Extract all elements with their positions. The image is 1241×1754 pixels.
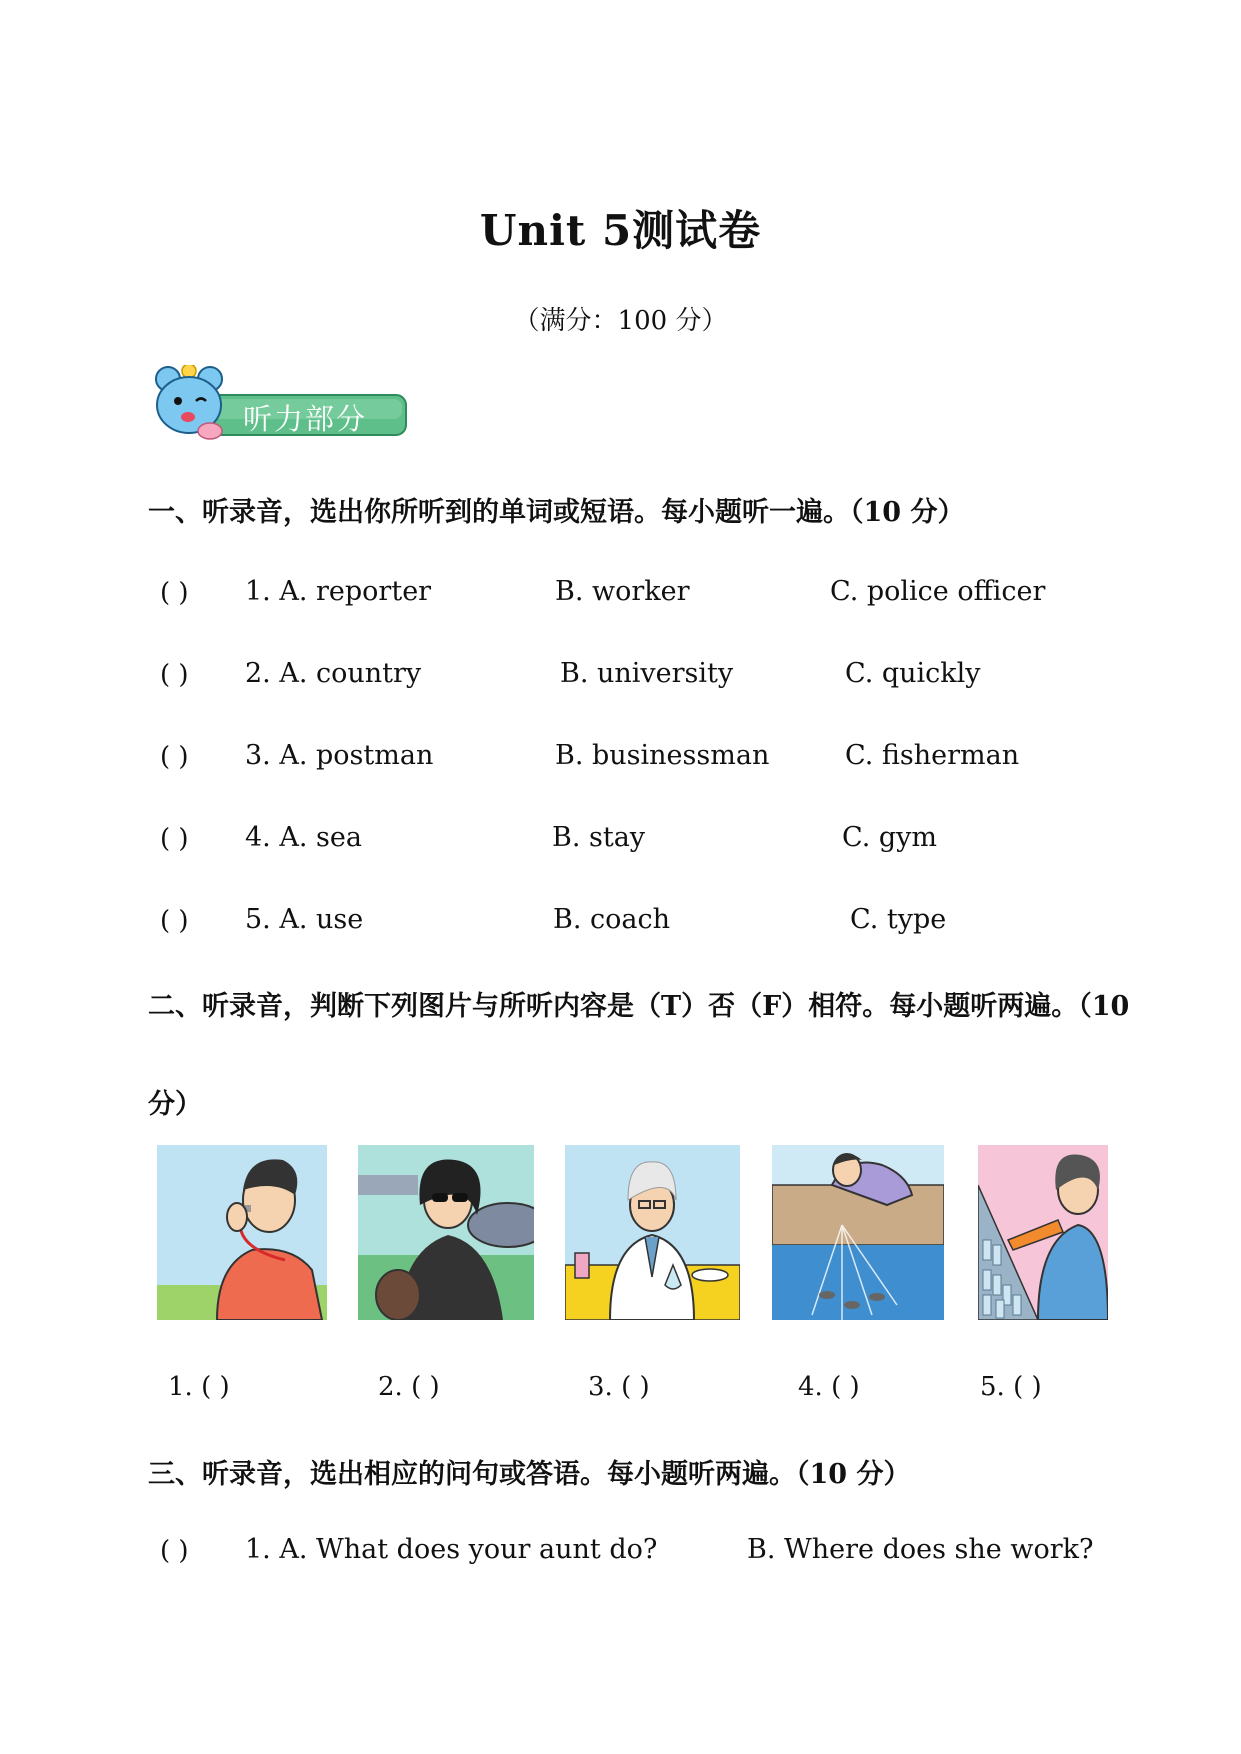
question-option-b: B. businessman (555, 740, 770, 771)
answer-blank[interactable]: ( ) (160, 824, 189, 854)
picture-answer-4[interactable]: 4. ( ) (798, 1372, 860, 1402)
question-option-a: 4. A. sea (245, 822, 362, 853)
question-option-a: 5. A. use (245, 904, 364, 935)
fisherman-picture (772, 1145, 944, 1320)
answer-blank[interactable]: ( ) (160, 906, 189, 936)
section-2-heading: 二、听录音，判断下列图片与所听内容是（T）否（F）相符。每小题听两遍。（10 (148, 991, 1130, 1022)
question-option-a: 1. A. What does your aunt do? (245, 1534, 658, 1565)
question-option-b: B. Where does she work? (747, 1534, 1094, 1565)
picture-answer-5[interactable]: 5. ( ) (980, 1372, 1042, 1402)
pilot-woman-picture (358, 1145, 534, 1320)
question-option-a: 1. A. reporter (245, 576, 432, 607)
picture-answer-3[interactable]: 3. ( ) (588, 1372, 650, 1402)
page-title: Unit 5测试卷 (479, 206, 762, 255)
question-option-b: B. university (560, 658, 734, 689)
question-option-a: 2. A. country (245, 658, 422, 689)
factory-worker-picture (978, 1145, 1108, 1320)
scientist-picture (565, 1145, 740, 1320)
question-option-b: B. coach (553, 904, 670, 935)
full-score-note: （满分：100 分） (513, 306, 728, 336)
coach-whistle-picture (157, 1145, 327, 1320)
question-option-b: B. stay (552, 822, 646, 853)
question-option-c: C. police officer (830, 576, 1046, 607)
question-option-c: C. fisherman (845, 740, 1020, 771)
question-option-c: C. gym (842, 822, 938, 853)
section-2-heading-cont: 分） (148, 1089, 202, 1120)
section-3-heading: 三、听录音，选出相应的问句或答语。每小题听两遍。（10 分） (148, 1459, 911, 1490)
question-option-a: 3. A. postman (245, 740, 434, 771)
listening-section-badge (148, 365, 413, 447)
answer-blank[interactable]: ( ) (160, 578, 189, 608)
answer-blank[interactable]: ( ) (160, 660, 189, 690)
section-1-heading: 一、听录音，选出你所听到的单词或短语。每小题听一遍。（10 分） (148, 497, 965, 528)
picture-answer-1[interactable]: 1. ( ) (168, 1372, 230, 1402)
question-option-c: C. quickly (845, 658, 981, 689)
question-option-b: B. worker (555, 576, 690, 607)
answer-blank[interactable]: ( ) (160, 742, 189, 772)
answer-blank[interactable]: ( ) (160, 1536, 189, 1566)
listening-badge-label: 听力部分 (243, 402, 368, 436)
question-option-c: C. type (850, 904, 947, 935)
picture-answer-2[interactable]: 2. ( ) (378, 1372, 440, 1402)
